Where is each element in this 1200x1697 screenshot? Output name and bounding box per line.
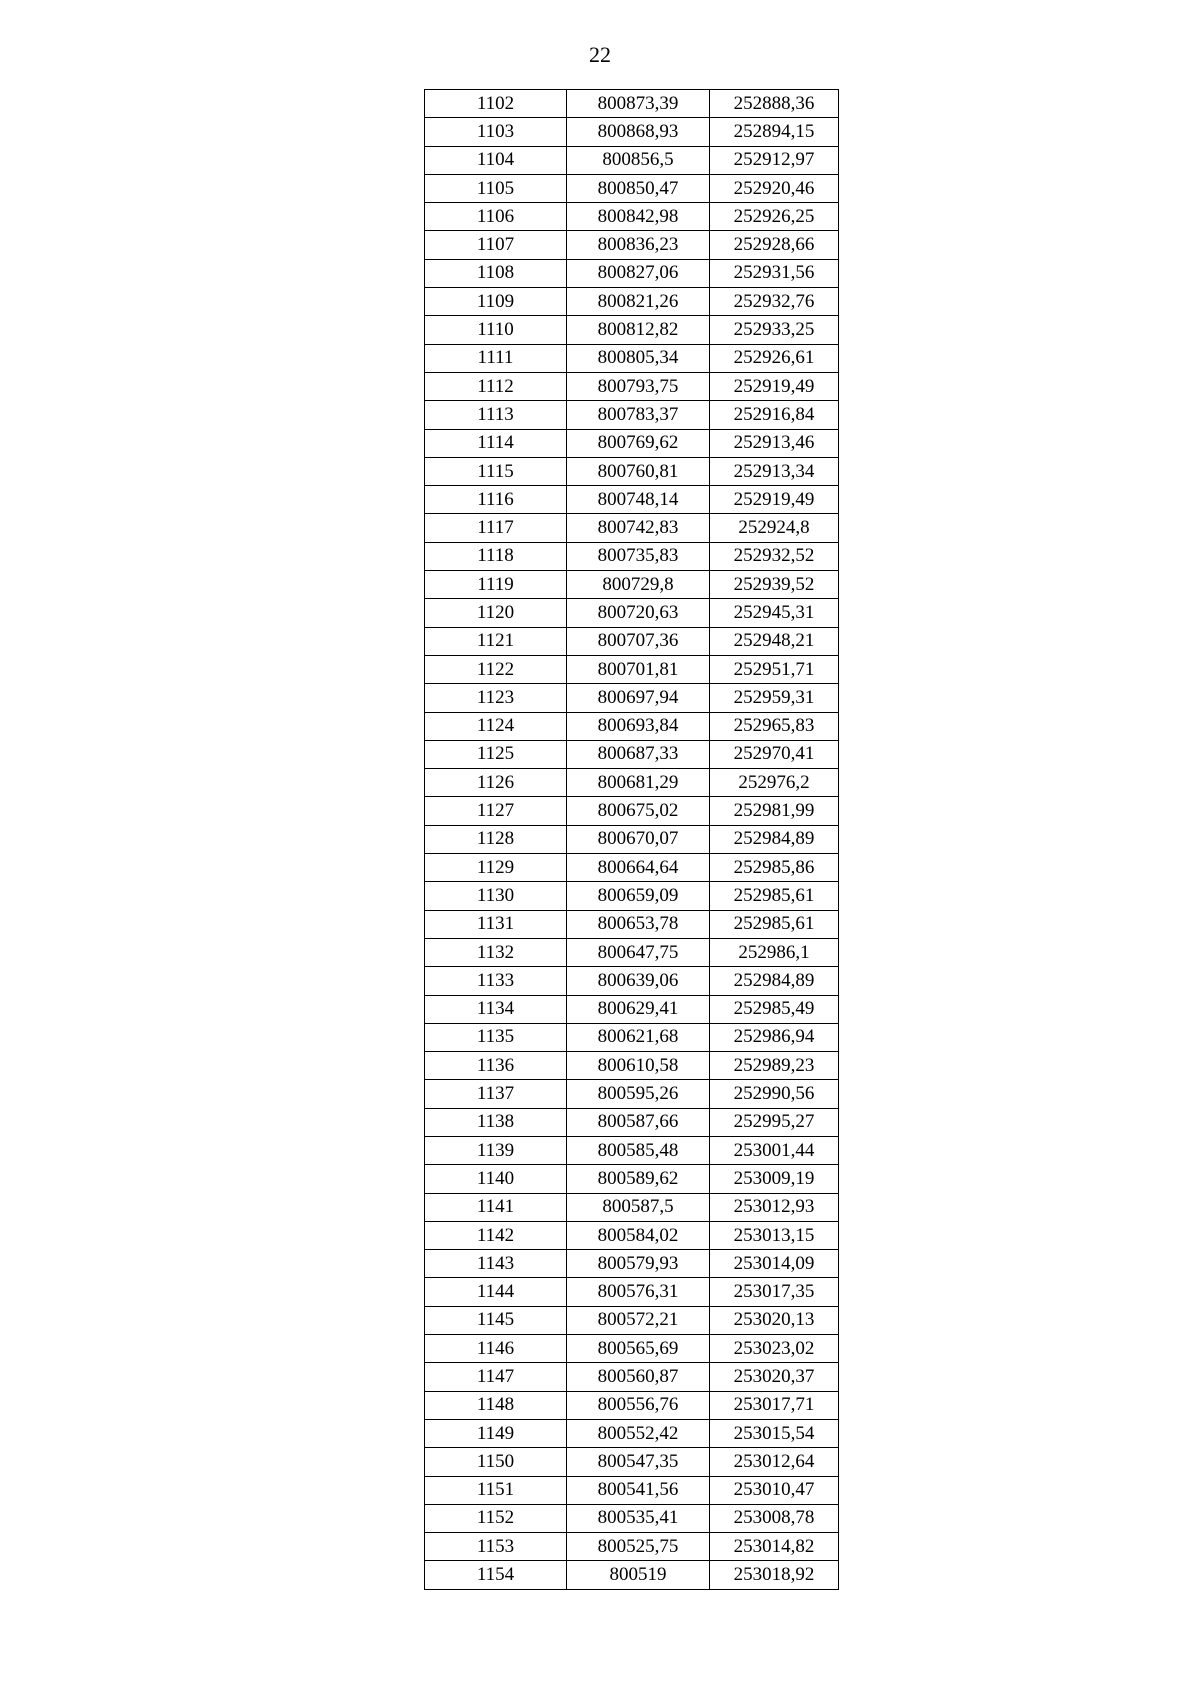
x-coordinate-cell: 800552,42 — [567, 1419, 710, 1447]
point-number-cell: 1134 — [425, 995, 567, 1023]
x-coordinate-cell: 800793,75 — [567, 372, 710, 400]
y-coordinate-cell: 252928,66 — [710, 231, 839, 259]
table-row — [425, 429, 839, 457]
table-row — [425, 1165, 839, 1193]
y-coordinate-cell: 252888,36 — [710, 90, 839, 118]
page-number: 22 — [589, 42, 611, 67]
y-coordinate-cell: 252913,46 — [710, 429, 839, 457]
point-number-cell: 1119 — [425, 571, 567, 599]
x-coordinate-cell: 800541,56 — [567, 1476, 710, 1504]
point-number-cell: 1104 — [425, 146, 567, 174]
point-number-cell: 1148 — [425, 1391, 567, 1419]
point-number-cell: 1111 — [425, 344, 567, 372]
table-row — [425, 1052, 839, 1080]
x-coordinate-cell: 800707,36 — [567, 627, 710, 655]
table-row — [425, 740, 839, 768]
table-row — [425, 1278, 839, 1306]
x-coordinate-cell: 800720,63 — [567, 599, 710, 627]
y-coordinate-cell: 252984,89 — [710, 825, 839, 853]
table-row — [425, 1363, 839, 1391]
table-row — [425, 1533, 839, 1561]
y-coordinate-cell: 252894,15 — [710, 118, 839, 146]
table-row — [425, 486, 839, 514]
y-coordinate-cell: 252926,61 — [710, 344, 839, 372]
y-coordinate-cell: 252931,56 — [710, 259, 839, 287]
point-number-cell: 1106 — [425, 203, 567, 231]
table-row — [425, 457, 839, 485]
x-coordinate-cell: 800621,68 — [567, 1023, 710, 1051]
point-number-cell: 1138 — [425, 1108, 567, 1136]
table-row — [425, 1221, 839, 1249]
x-coordinate-cell: 800519 — [567, 1561, 710, 1589]
x-coordinate-cell: 800748,14 — [567, 486, 710, 514]
x-coordinate-cell: 800587,5 — [567, 1193, 710, 1221]
y-coordinate-cell: 253018,92 — [710, 1561, 839, 1589]
y-coordinate-cell: 253010,47 — [710, 1476, 839, 1504]
y-coordinate-cell: 252945,31 — [710, 599, 839, 627]
table-row — [425, 1136, 839, 1164]
table-row — [425, 90, 839, 118]
y-coordinate-cell: 252913,34 — [710, 457, 839, 485]
y-coordinate-cell: 253020,37 — [710, 1363, 839, 1391]
y-coordinate-cell: 252985,61 — [710, 882, 839, 910]
table-row — [425, 288, 839, 316]
y-coordinate-cell: 252965,83 — [710, 712, 839, 740]
point-number-cell: 1143 — [425, 1250, 567, 1278]
table-row — [425, 825, 839, 853]
y-coordinate-cell: 252981,99 — [710, 797, 839, 825]
x-coordinate-cell: 800842,98 — [567, 203, 710, 231]
y-coordinate-cell: 253012,64 — [710, 1448, 839, 1476]
point-number-cell: 1105 — [425, 174, 567, 202]
y-coordinate-cell: 252959,31 — [710, 684, 839, 712]
x-coordinate-cell: 800659,09 — [567, 882, 710, 910]
table-row — [425, 118, 839, 146]
y-coordinate-cell: 252919,49 — [710, 372, 839, 400]
y-coordinate-cell: 252995,27 — [710, 1108, 839, 1136]
point-number-cell: 1123 — [425, 684, 567, 712]
point-number-cell: 1115 — [425, 457, 567, 485]
y-coordinate-cell: 253017,71 — [710, 1391, 839, 1419]
x-coordinate-cell: 800547,35 — [567, 1448, 710, 1476]
point-number-cell: 1102 — [425, 90, 567, 118]
y-coordinate-cell: 252948,21 — [710, 627, 839, 655]
point-number-cell: 1122 — [425, 655, 567, 683]
table-row — [425, 910, 839, 938]
x-coordinate-cell: 800850,47 — [567, 174, 710, 202]
point-number-cell: 1116 — [425, 486, 567, 514]
table-row — [425, 1023, 839, 1051]
y-coordinate-cell: 252920,46 — [710, 174, 839, 202]
y-coordinate-cell: 252919,49 — [710, 486, 839, 514]
point-number-cell: 1146 — [425, 1335, 567, 1363]
y-coordinate-cell: 252986,1 — [710, 938, 839, 966]
point-number-cell: 1121 — [425, 627, 567, 655]
table-row — [425, 344, 839, 372]
point-number-cell: 1149 — [425, 1419, 567, 1447]
table-row — [425, 1080, 839, 1108]
point-number-cell: 1130 — [425, 882, 567, 910]
table-row — [425, 797, 839, 825]
table-row — [425, 712, 839, 740]
x-coordinate-cell: 800639,06 — [567, 967, 710, 995]
point-number-cell: 1110 — [425, 316, 567, 344]
table-row — [425, 769, 839, 797]
x-coordinate-cell: 800653,78 — [567, 910, 710, 938]
table-row — [425, 684, 839, 712]
table-row — [425, 1335, 839, 1363]
table-row — [425, 854, 839, 882]
y-coordinate-cell: 252985,86 — [710, 854, 839, 882]
x-coordinate-cell: 800827,06 — [567, 259, 710, 287]
point-number-cell: 1141 — [425, 1193, 567, 1221]
x-coordinate-cell: 800565,69 — [567, 1335, 710, 1363]
x-coordinate-cell: 800579,93 — [567, 1250, 710, 1278]
y-coordinate-cell: 253008,78 — [710, 1504, 839, 1532]
x-coordinate-cell: 800587,66 — [567, 1108, 710, 1136]
point-number-cell: 1142 — [425, 1221, 567, 1249]
x-coordinate-cell: 800783,37 — [567, 401, 710, 429]
table-row — [425, 599, 839, 627]
point-number-cell: 1109 — [425, 288, 567, 316]
table-row — [425, 401, 839, 429]
point-number-cell: 1107 — [425, 231, 567, 259]
point-number-cell: 1136 — [425, 1052, 567, 1080]
y-coordinate-cell: 253013,15 — [710, 1221, 839, 1249]
table-row — [425, 627, 839, 655]
point-number-cell: 1127 — [425, 797, 567, 825]
table-row — [425, 1448, 839, 1476]
x-coordinate-cell: 800647,75 — [567, 938, 710, 966]
y-coordinate-cell: 252986,94 — [710, 1023, 839, 1051]
x-coordinate-cell: 800556,76 — [567, 1391, 710, 1419]
point-number-cell: 1153 — [425, 1533, 567, 1561]
x-coordinate-cell: 800670,07 — [567, 825, 710, 853]
y-coordinate-cell: 252933,25 — [710, 316, 839, 344]
table-row — [425, 542, 839, 570]
point-number-cell: 1144 — [425, 1278, 567, 1306]
x-coordinate-cell: 800856,5 — [567, 146, 710, 174]
x-coordinate-cell: 800836,23 — [567, 231, 710, 259]
coordinates-table-body — [425, 90, 839, 1590]
point-number-cell: 1154 — [425, 1561, 567, 1589]
point-number-cell: 1126 — [425, 769, 567, 797]
y-coordinate-cell: 252926,25 — [710, 203, 839, 231]
table-row — [425, 1306, 839, 1334]
x-coordinate-cell: 800576,31 — [567, 1278, 710, 1306]
point-number-cell: 1114 — [425, 429, 567, 457]
y-coordinate-cell: 252990,56 — [710, 1080, 839, 1108]
point-number-cell: 1135 — [425, 1023, 567, 1051]
table-row — [425, 316, 839, 344]
x-coordinate-cell: 800735,83 — [567, 542, 710, 570]
point-number-cell: 1151 — [425, 1476, 567, 1504]
point-number-cell: 1150 — [425, 1448, 567, 1476]
point-number-cell: 1120 — [425, 599, 567, 627]
table-row — [425, 967, 839, 995]
point-number-cell: 1132 — [425, 938, 567, 966]
point-number-cell: 1125 — [425, 740, 567, 768]
y-coordinate-cell: 252951,71 — [710, 655, 839, 683]
x-coordinate-cell: 800687,33 — [567, 740, 710, 768]
table-row — [425, 995, 839, 1023]
y-coordinate-cell: 253015,54 — [710, 1419, 839, 1447]
x-coordinate-cell: 800693,84 — [567, 712, 710, 740]
x-coordinate-cell: 800560,87 — [567, 1363, 710, 1391]
point-number-cell: 1131 — [425, 910, 567, 938]
x-coordinate-cell: 800629,41 — [567, 995, 710, 1023]
x-coordinate-cell: 800681,29 — [567, 769, 710, 797]
x-coordinate-cell: 800742,83 — [567, 514, 710, 542]
point-number-cell: 1133 — [425, 967, 567, 995]
x-coordinate-cell: 800760,81 — [567, 457, 710, 485]
table-row — [425, 1108, 839, 1136]
point-number-cell: 1147 — [425, 1363, 567, 1391]
table-row — [425, 174, 839, 202]
x-coordinate-cell: 800868,93 — [567, 118, 710, 146]
table-row — [425, 1476, 839, 1504]
table-row — [425, 372, 839, 400]
y-coordinate-cell: 253023,02 — [710, 1335, 839, 1363]
y-coordinate-cell: 252916,84 — [710, 401, 839, 429]
y-coordinate-cell: 252932,76 — [710, 288, 839, 316]
y-coordinate-cell: 252932,52 — [710, 542, 839, 570]
table-row — [425, 1391, 839, 1419]
table-row — [425, 1193, 839, 1221]
x-coordinate-cell: 800812,82 — [567, 316, 710, 344]
x-coordinate-cell: 800585,48 — [567, 1136, 710, 1164]
y-coordinate-cell: 252939,52 — [710, 571, 839, 599]
x-coordinate-cell: 800805,34 — [567, 344, 710, 372]
table-row — [425, 571, 839, 599]
y-coordinate-cell: 253020,13 — [710, 1306, 839, 1334]
x-coordinate-cell: 800525,75 — [567, 1533, 710, 1561]
y-coordinate-cell: 252976,2 — [710, 769, 839, 797]
table-row — [425, 655, 839, 683]
y-coordinate-cell: 252924,8 — [710, 514, 839, 542]
point-number-cell: 1124 — [425, 712, 567, 740]
table-row — [425, 1250, 839, 1278]
point-number-cell: 1108 — [425, 259, 567, 287]
y-coordinate-cell: 252912,97 — [710, 146, 839, 174]
x-coordinate-cell: 800821,26 — [567, 288, 710, 316]
x-coordinate-cell: 800664,64 — [567, 854, 710, 882]
table-row — [425, 514, 839, 542]
y-coordinate-cell: 253012,93 — [710, 1193, 839, 1221]
x-coordinate-cell: 800769,62 — [567, 429, 710, 457]
y-coordinate-cell: 252989,23 — [710, 1052, 839, 1080]
y-coordinate-cell: 252970,41 — [710, 740, 839, 768]
point-number-cell: 1118 — [425, 542, 567, 570]
point-number-cell: 1145 — [425, 1306, 567, 1334]
point-number-cell: 1112 — [425, 372, 567, 400]
table-row — [425, 231, 839, 259]
table-row — [425, 146, 839, 174]
table-row — [425, 1504, 839, 1532]
table-row — [425, 259, 839, 287]
y-coordinate-cell: 252985,49 — [710, 995, 839, 1023]
x-coordinate-cell: 800572,21 — [567, 1306, 710, 1334]
x-coordinate-cell: 800729,8 — [567, 571, 710, 599]
point-number-cell: 1103 — [425, 118, 567, 146]
x-coordinate-cell: 800610,58 — [567, 1052, 710, 1080]
point-number-cell: 1128 — [425, 825, 567, 853]
y-coordinate-cell: 253001,44 — [710, 1136, 839, 1164]
table-row — [425, 203, 839, 231]
point-number-cell: 1137 — [425, 1080, 567, 1108]
table-row — [425, 1561, 839, 1589]
x-coordinate-cell: 800535,41 — [567, 1504, 710, 1532]
x-coordinate-cell: 800675,02 — [567, 797, 710, 825]
point-number-cell: 1140 — [425, 1165, 567, 1193]
point-number-cell: 1152 — [425, 1504, 567, 1532]
table-row — [425, 1419, 839, 1447]
x-coordinate-cell: 800584,02 — [567, 1221, 710, 1249]
x-coordinate-cell: 800873,39 — [567, 90, 710, 118]
coordinates-table — [424, 89, 839, 1590]
y-coordinate-cell: 253009,19 — [710, 1165, 839, 1193]
x-coordinate-cell: 800589,62 — [567, 1165, 710, 1193]
y-coordinate-cell: 253017,35 — [710, 1278, 839, 1306]
point-number-cell: 1113 — [425, 401, 567, 429]
y-coordinate-cell: 253014,09 — [710, 1250, 839, 1278]
x-coordinate-cell: 800701,81 — [567, 655, 710, 683]
table-row — [425, 882, 839, 910]
y-coordinate-cell: 252985,61 — [710, 910, 839, 938]
x-coordinate-cell: 800697,94 — [567, 684, 710, 712]
y-coordinate-cell: 253014,82 — [710, 1533, 839, 1561]
point-number-cell: 1129 — [425, 854, 567, 882]
y-coordinate-cell: 252984,89 — [710, 967, 839, 995]
table-row — [425, 938, 839, 966]
point-number-cell: 1117 — [425, 514, 567, 542]
x-coordinate-cell: 800595,26 — [567, 1080, 710, 1108]
point-number-cell: 1139 — [425, 1136, 567, 1164]
